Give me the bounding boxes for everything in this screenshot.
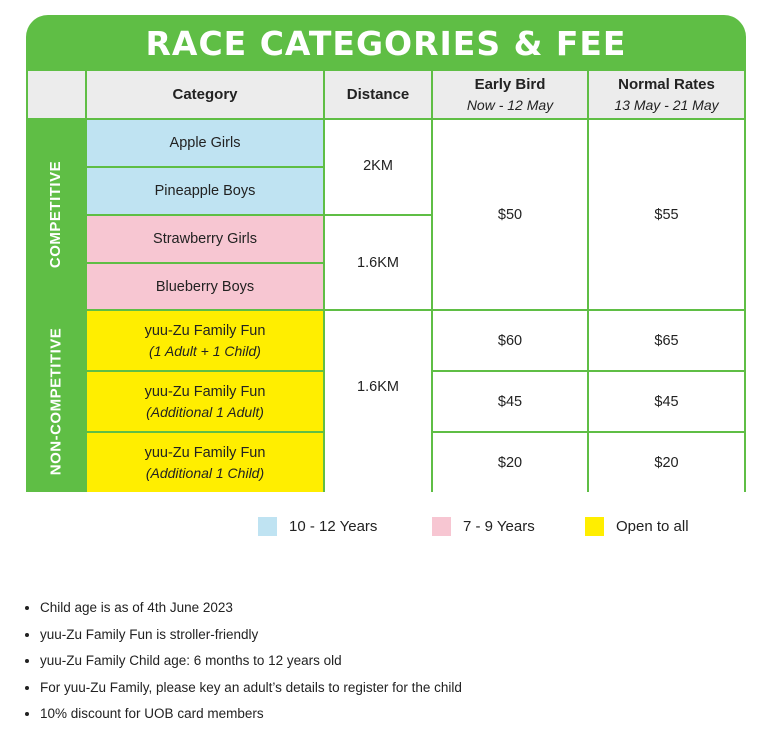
note-item: • yuu-Zu Family Fun is stroller-friendly [40, 625, 462, 652]
normal-rates-dates: 13 May - 21 May [614, 96, 719, 113]
legend-label: Open to all [616, 517, 689, 535]
notes-list [20, 598, 462, 731]
price-family-1-early-bird: $60 [433, 311, 587, 370]
legend-swatch [432, 517, 451, 536]
category-apple-girls: Apple Girls [87, 120, 323, 166]
category-family-fun-1 [87, 311, 323, 370]
note-item: • For yuu-Zu Family, please key an adult’s details to register for the child [40, 678, 462, 705]
price-competitive-normal: $55 [589, 120, 744, 309]
header-category: Category [87, 71, 323, 118]
group-label-non-competitive: NON-COMPETITIVE [26, 311, 85, 492]
price-family-2-normal: $45 [589, 372, 744, 431]
family-fun-2-name: yuu-Zu Family Fun [144, 383, 266, 400]
distance-1-6km-competitive: 1.6KM [325, 216, 431, 309]
category-strawberry-girls: Strawberry Girls [87, 216, 323, 262]
race-categories-card [26, 15, 746, 492]
legend-item-10-12-years [258, 516, 377, 536]
family-fun-3-note: (Additional 1 Child) [145, 464, 265, 481]
distance-2km: 2KM [325, 120, 431, 214]
distance-1-6km-family: 1.6KM [325, 311, 431, 492]
family-fun-1-note: (1 Adult + 1 Child) [149, 342, 261, 359]
header-corner [28, 71, 85, 118]
normal-rates-label: Normal Rates [618, 75, 715, 93]
price-family-3-early-bird: $20 [433, 433, 587, 492]
category-family-fun-3 [87, 433, 323, 492]
family-fun-1-name: yuu-Zu Family Fun [144, 322, 266, 339]
family-fun-2-note: (Additional 1 Adult) [146, 403, 264, 420]
category-pineapple-boys: Pineapple Boys [87, 168, 323, 214]
legend-item-7-9-years [432, 516, 535, 536]
early-bird-label: Early Bird [474, 75, 546, 93]
early-bird-dates: Now - 12 May [466, 96, 554, 113]
category-family-fun-2 [87, 372, 323, 431]
legend-item-open-to-all [585, 516, 689, 536]
legend-label: 10 - 12 Years [289, 517, 378, 535]
price-competitive-early-bird: $50 [433, 120, 587, 309]
group-label-competitive: COMPETITIVE [26, 120, 85, 309]
note-item: • Child age is as of 4th June 2023 [40, 598, 462, 625]
price-family-3-normal: $20 [589, 433, 744, 492]
family-fun-3-name: yuu-Zu Family Fun [144, 444, 266, 461]
legend-swatch [258, 517, 277, 536]
header-distance: Distance [325, 71, 431, 118]
price-family-2-early-bird: $45 [433, 372, 587, 431]
note-item: • yuu-Zu Family Child age: 6 months to 12 years old [40, 651, 462, 678]
header-early-bird [433, 71, 587, 118]
table-title: RACE CATEGORIES & FEE [145, 23, 627, 63]
legend-label: 7 - 9 Years [463, 517, 535, 535]
price-family-1-normal: $65 [589, 311, 744, 370]
header-normal-rates [589, 71, 744, 118]
category-blueberry-boys: Blueberry Boys [87, 264, 323, 309]
legend-swatch [585, 517, 604, 536]
note-item: • 10% discount for UOB card members [40, 704, 462, 731]
